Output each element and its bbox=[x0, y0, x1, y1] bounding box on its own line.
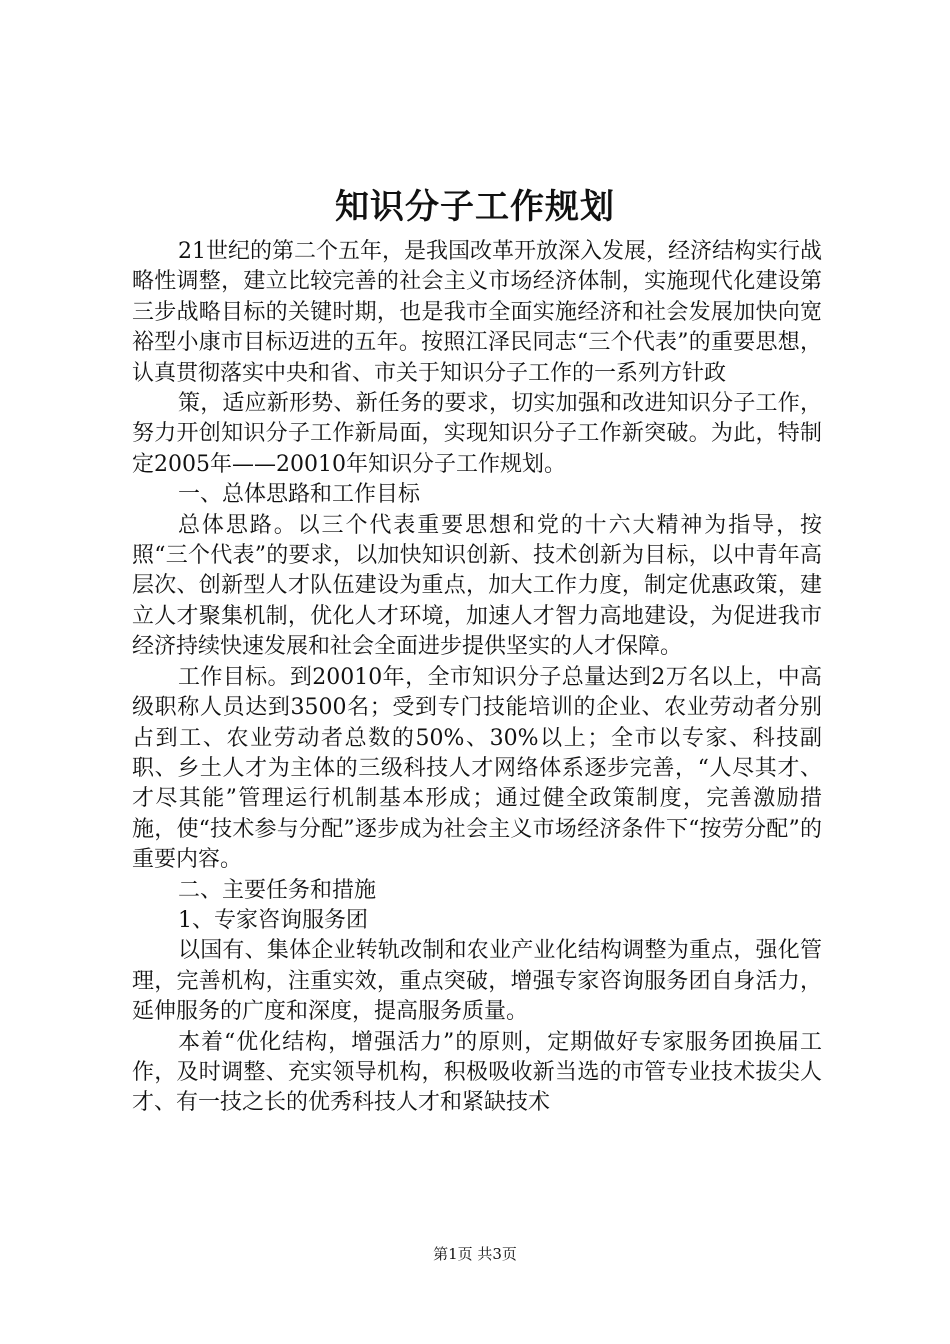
document-title: 知识分子工作规划 bbox=[335, 187, 615, 227]
paragraph-intro: 21世纪的第二个五年，是我国改革开放深入发展，经济结构实行战略性调整，建立比较完善的社会主义市场经济体制，实施现代化建设第三步战略目标的关键时期，也是我市全面实施经济和社会发展加快向宽裕型小康市目标迈进的五年。按照江泽民同志“三个代表”的重要思想，认真贯彻落实中央和省、市关于知识分子工作的一系列方针政 bbox=[132, 239, 822, 386]
subsection-heading-1: 1、专家咨询服务团 bbox=[178, 907, 368, 933]
paragraph-expert-renewal: 本着“优化结构，增强活力”的原则，定期做好专家服务团换届工作，及时调整、充实领导机构，积极吸收新当选的市管专业技术拔尖人才、有一技之长的优秀科技人才和紧缺技术 bbox=[132, 1029, 822, 1116]
section-heading-2: 二、主要任务和措施 bbox=[178, 877, 377, 903]
paragraph-overall-approach: 总体思路。以三个代表重要思想和党的十六大精神为指导，按照“三个代表”的要求，以加快知识创新、技术创新为目标，以中青年高层次、创新型人才队伍建设为重点，加大工作力度，制定优惠政策，建立人才聚集机制，优化人才环境，加速人才智力高地建设，为促进我市经济持续快速发展和社会全面进步提供坚实的人才保障。 bbox=[132, 512, 822, 660]
page-footer: 第1页 共3页 bbox=[433, 1245, 517, 1263]
paragraph-intro-continued: 策，适应新形势、新任务的要求，切实加强和改进知识分子工作，努力开创知识分子工作新局面，实现知识分子工作新突破。为此，特制定2005年——20010年知识分子工作规划。 bbox=[132, 391, 822, 477]
document-body bbox=[132, 237, 822, 1119]
paragraph-work-goals: 工作目标。到20010年，全市知识分子总量达到2万名以上，中高级职称人员达到3500名；受到专门技能培训的企业、农业劳动者分别占到工、农业劳动者总数的50%、30%以上；全市以专家、科技副职、乡土人才为主体的三级科技人才网络体系逐步完善，“人尽其才、才尽其能”管理运行机制基本形成；通过健全政策制度，完善激励措施，使“技术参与分配”逐步成为社会主义市场经济条件下“按劳分配”的重要内容。 bbox=[132, 664, 822, 873]
section-heading-1: 一、总体思路和工作目标 bbox=[178, 482, 421, 508]
paragraph-expert-service: 以国有、集体企业转轨改制和农业产业化结构调整为重点，强化管理，完善机构，注重实效，重点突破，增强专家咨询服务团自身活力，延伸服务的广度和深度，提高服务质量。 bbox=[132, 938, 822, 1025]
